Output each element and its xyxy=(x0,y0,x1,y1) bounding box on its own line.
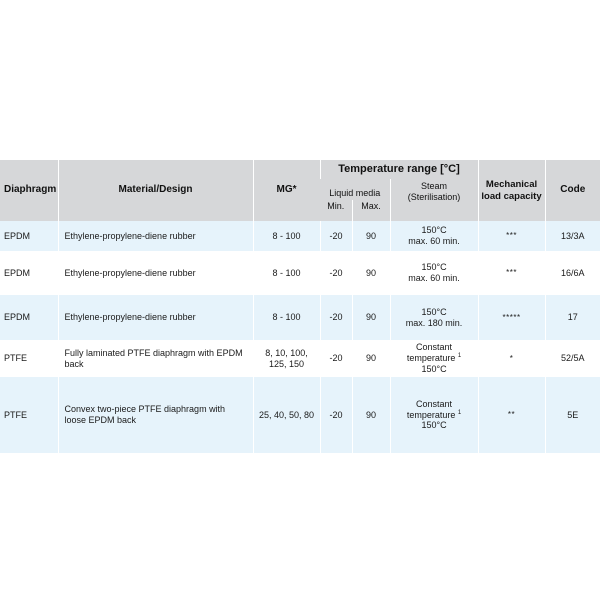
cell-mg xyxy=(253,340,320,377)
table-row xyxy=(0,377,600,453)
cell-mg-line1: 8, 10, 100, xyxy=(265,347,308,358)
cell-min: -20 xyxy=(320,295,352,340)
cell-mechanical-load: *** xyxy=(478,221,545,251)
cell-steam-line1: Constant xyxy=(416,342,453,353)
cell-diaphragm: EPDM xyxy=(0,251,58,295)
cell-min: -20 xyxy=(320,340,352,377)
cell-mg: 25, 40, 50, 80 xyxy=(253,377,320,453)
cell-material: Ethylene-propylene-diene rubber xyxy=(58,251,253,295)
cell-mg: 8 - 100 xyxy=(253,295,320,340)
cell-min: -20 xyxy=(320,251,352,295)
cell-material-line1: Fully laminated PTFE diaphragm with EPDM xyxy=(64,347,243,358)
cell-material: Ethylene-propylene-diene rubber xyxy=(58,221,253,251)
cell-steam-line1: Constant xyxy=(416,398,453,409)
cell-code: 52/5A xyxy=(545,340,600,377)
cell-steam xyxy=(390,295,478,340)
cell-steam-line2: max. 60 min. xyxy=(408,273,460,283)
cell-material xyxy=(58,340,253,377)
cell-steam xyxy=(390,221,478,251)
header-mechanical-line1: Mechanical xyxy=(485,178,538,190)
cell-steam-line2: temperature xyxy=(406,409,456,420)
cell-mg: 8 - 100 xyxy=(253,221,320,251)
cell-material: Ethylene-propylene-diene rubber xyxy=(58,295,253,340)
cell-material-line2: loose EPDM back xyxy=(64,415,137,425)
header-diaphragm: Diaphragm xyxy=(0,160,58,221)
cell-code: 5E xyxy=(545,377,600,453)
header-steam xyxy=(390,179,478,221)
header-liquid-media: Liquid media xyxy=(320,179,390,200)
footnote-marker: 1 xyxy=(457,409,462,416)
cell-mechanical-load: ***** xyxy=(478,295,545,340)
header-code: Code xyxy=(545,160,600,221)
cell-material xyxy=(58,377,253,453)
cell-max: 90 xyxy=(352,221,390,251)
cell-steam-line1: 150°C xyxy=(421,306,447,317)
cell-steam-line2: max. 60 min. xyxy=(408,236,460,246)
cell-diaphragm: EPDM xyxy=(0,295,58,340)
header-temperature-range: Temperature range [°C] xyxy=(320,160,478,179)
cell-steam xyxy=(390,340,478,377)
table-header xyxy=(0,160,600,221)
cell-mechanical-load: ** xyxy=(478,377,545,453)
cell-steam-line3: 150°C xyxy=(421,420,447,431)
cell-steam xyxy=(390,251,478,295)
cell-diaphragm: PTFE xyxy=(0,340,58,377)
cell-material-line1: Convex two-piece PTFE diaphragm with xyxy=(64,404,226,415)
table-row xyxy=(0,340,600,377)
table-row xyxy=(0,251,600,295)
cell-steam-line2: temperature xyxy=(406,353,456,364)
cell-steam-line1: 150°C xyxy=(421,225,447,236)
footnote-marker: 1 xyxy=(457,353,462,360)
header-material-design: Material/Design xyxy=(58,160,253,221)
cell-code: 13/3A xyxy=(545,221,600,251)
cell-min: -20 xyxy=(320,377,352,453)
header-mechanical-load-capacity xyxy=(478,160,545,221)
cell-steam-line3: 150°C xyxy=(421,363,447,374)
table-body xyxy=(0,221,600,453)
cell-min: -20 xyxy=(320,221,352,251)
header-min: Min. xyxy=(320,200,352,221)
header-steam-line2: (Sterilisation) xyxy=(407,191,461,202)
diaphragm-specification-table xyxy=(0,160,600,453)
cell-max: 90 xyxy=(352,377,390,453)
cell-mg: 8 - 100 xyxy=(253,251,320,295)
cell-mg-line2: 125, 150 xyxy=(268,358,305,369)
cell-steam-line1: 150°C xyxy=(421,262,447,273)
cell-code: 16/6A xyxy=(545,251,600,295)
cell-material-line2: back xyxy=(64,358,84,369)
header-mechanical-line2: load capacity xyxy=(481,190,542,202)
header-mg: MG* xyxy=(253,160,320,221)
cell-mechanical-load: * xyxy=(478,340,545,377)
cell-diaphragm: PTFE xyxy=(0,377,58,453)
cell-diaphragm: EPDM xyxy=(0,221,58,251)
table-row xyxy=(0,221,600,251)
cell-steam-line2: max. 180 min. xyxy=(405,317,463,328)
cell-code: 17 xyxy=(545,295,600,340)
table-row xyxy=(0,295,600,340)
cell-max: 90 xyxy=(352,295,390,340)
cell-steam xyxy=(390,377,478,453)
cell-max: 90 xyxy=(352,251,390,295)
cell-max: 90 xyxy=(352,340,390,377)
cell-mechanical-load: *** xyxy=(478,251,545,295)
header-max: Max. xyxy=(352,200,390,221)
header-steam-line1: Steam xyxy=(421,181,448,191)
